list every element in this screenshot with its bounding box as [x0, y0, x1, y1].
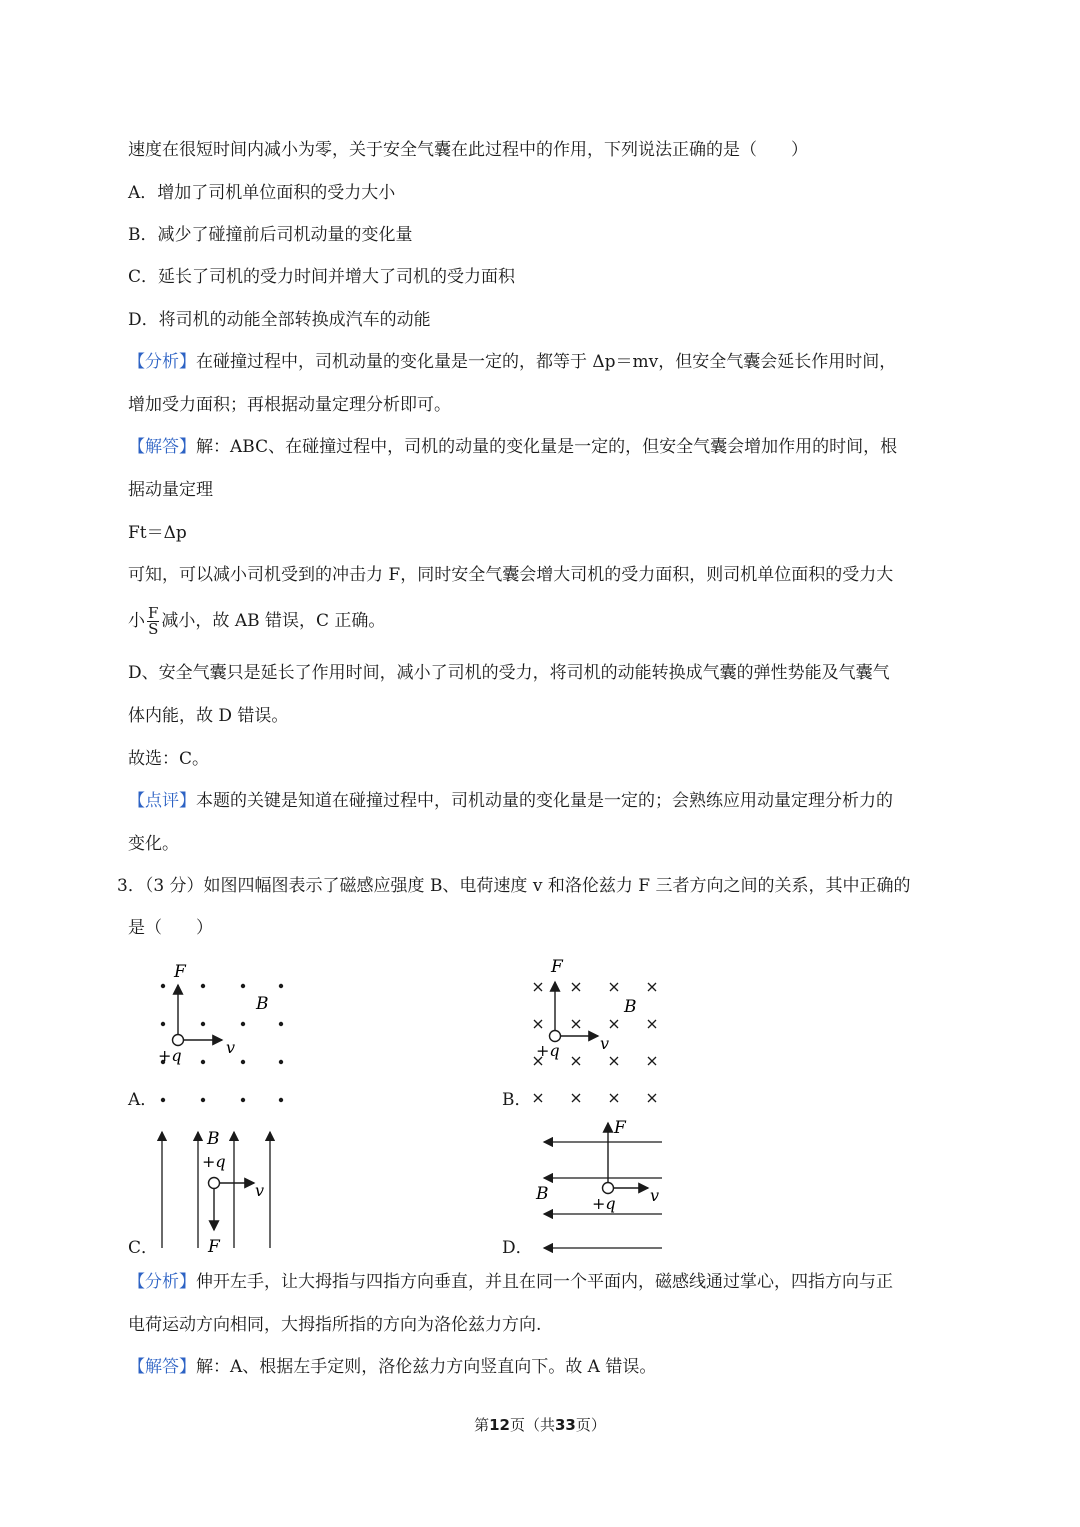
figure-c [150, 1120, 290, 1260]
figure-b-label: B． [502, 1090, 532, 1110]
page-footer [0, 1414, 1080, 1435]
label-F: F [551, 957, 563, 977]
q2-analysis-line-2: 增加受力面积；再根据动量定理分析即可。 [128, 395, 451, 415]
label-v: v [600, 1034, 610, 1053]
footer-middle: 页（共 [509, 1416, 555, 1434]
label-q: +q [536, 1041, 560, 1060]
footer-prefix: 第 [474, 1416, 490, 1434]
q3-answer-line-1 [128, 1355, 656, 1379]
charge-circle [550, 1031, 561, 1042]
answer-text: 解：ABC、在碰撞过程中，司机的动量的变化量是一定的，但安全气囊会增加作用的时间，根 [196, 437, 898, 457]
answer-tag: 【解答】 [128, 437, 196, 457]
q2-comment-line-2: 变化。 [128, 834, 179, 854]
label-q: +q [158, 1046, 182, 1065]
figure-d [528, 1115, 673, 1255]
q2-answer-line-5 [128, 606, 385, 637]
answer-5-post: 减小，故 AB 错误，C 正确。 [161, 611, 386, 631]
fraction-denominator: S [148, 620, 159, 638]
q3-stem-line-2: 是（ ） [128, 918, 213, 938]
field-lines [162, 1132, 270, 1248]
q2-option-a: A．增加了司机单位面积的受力大小 [128, 183, 396, 203]
q2-option-d: D．将司机的动能全部转换成汽车的动能 [128, 310, 431, 330]
comment-tag: 【点评】 [128, 791, 196, 811]
fraction-numerator: F [148, 604, 159, 622]
label-q: +q [202, 1152, 226, 1171]
q2-answer-line-4: 可知，可以减小司机受到的冲击力 F，同时安全气囊会增大司机的受力面积，则司机单位面积的受力大 [128, 565, 894, 585]
charge-circle [173, 1035, 184, 1046]
q3-analysis-line-1 [128, 1270, 893, 1294]
footer-suffix: 页） [575, 1416, 606, 1434]
label-B: B [536, 1184, 549, 1204]
answer-5-pre: 小 [128, 611, 145, 631]
figure-a-label: A． [128, 1090, 158, 1110]
q2-stem-tail: 速度在很短时间内减小为零，关于安全气囊在此过程中的作用，下列说法正确的是（ ） [128, 140, 808, 160]
comment-text: 本题的关键是知道在碰撞过程中，司机动量的变化量是一定的；会熟练应用动量定理分析力的 [196, 791, 893, 811]
analysis-tag: 【分析】 [128, 1272, 196, 1292]
analysis-tag: 【分析】 [128, 352, 196, 372]
charge-circle [209, 1178, 220, 1189]
label-v: v [226, 1038, 236, 1057]
analysis-text: 伸开左手，让大拇指与四指方向垂直，并且在同一个平面内，磁感线通过掌心，四指方向与正 [196, 1272, 893, 1292]
analysis-text: 在碰撞过程中，司机动量的变化量是一定的，都等于 Δp＝mv，但安全气囊会延长作用时间， [196, 352, 897, 372]
q2-comment-line-1 [128, 789, 893, 813]
q2-analysis-line-1 [128, 350, 896, 374]
label-B: B [624, 997, 637, 1017]
label-F: F [174, 962, 186, 982]
charge-circle [603, 1183, 614, 1194]
figure-b [528, 952, 678, 1114]
figure-d-label: D． [502, 1238, 533, 1258]
label-F: F [208, 1237, 220, 1257]
q2-answer-line-1 [128, 435, 897, 459]
label-v: v [650, 1186, 660, 1205]
q2-answer-line-2: 据动量定理 [128, 480, 213, 500]
footer-page-number: 12 [489, 1416, 510, 1434]
q2-choice: 故选：C。 [128, 749, 210, 769]
footer-total-pages: 33 [555, 1416, 576, 1434]
label-q: +q [592, 1194, 616, 1213]
answer-text: 解：A、根据左手定则，洛伦兹力方向竖直向下。故 A 错误。 [196, 1357, 657, 1377]
q2-option-b: B．减少了碰撞前后司机动量的变化量 [128, 225, 413, 245]
q3-analysis-line-2: 电荷运动方向相同，大拇指所指的方向为洛伦兹力方向. [128, 1315, 542, 1335]
answer-tag: 【解答】 [128, 1357, 196, 1377]
figure-c-label: C． [128, 1238, 159, 1258]
q2-answer-line-7: 体内能，故 D 错误。 [128, 706, 289, 726]
q2-answer-formula: Ft＝Δp [128, 523, 187, 543]
fraction-f-over-s [147, 606, 159, 637]
label-B: B [256, 994, 269, 1014]
label-B: B [207, 1129, 220, 1149]
label-F: F [614, 1118, 626, 1138]
q3-stem-line-1: 3．（3 分）如图四幅图表示了磁感应强度 B、电荷速度 v 和洛伦兹力 F 三者方向之间的关系，其中正确的 [117, 876, 911, 896]
figure-a [150, 955, 300, 1115]
q2-option-c: C．延长了司机的受力时间并增大了司机的受力面积 [128, 267, 516, 287]
label-v: v [255, 1181, 265, 1200]
q2-answer-line-6: D、安全气囊只是延长了作用时间，减小了司机的受力，将司机的动能转换成气囊的弹性势能及气囊气 [128, 663, 890, 683]
